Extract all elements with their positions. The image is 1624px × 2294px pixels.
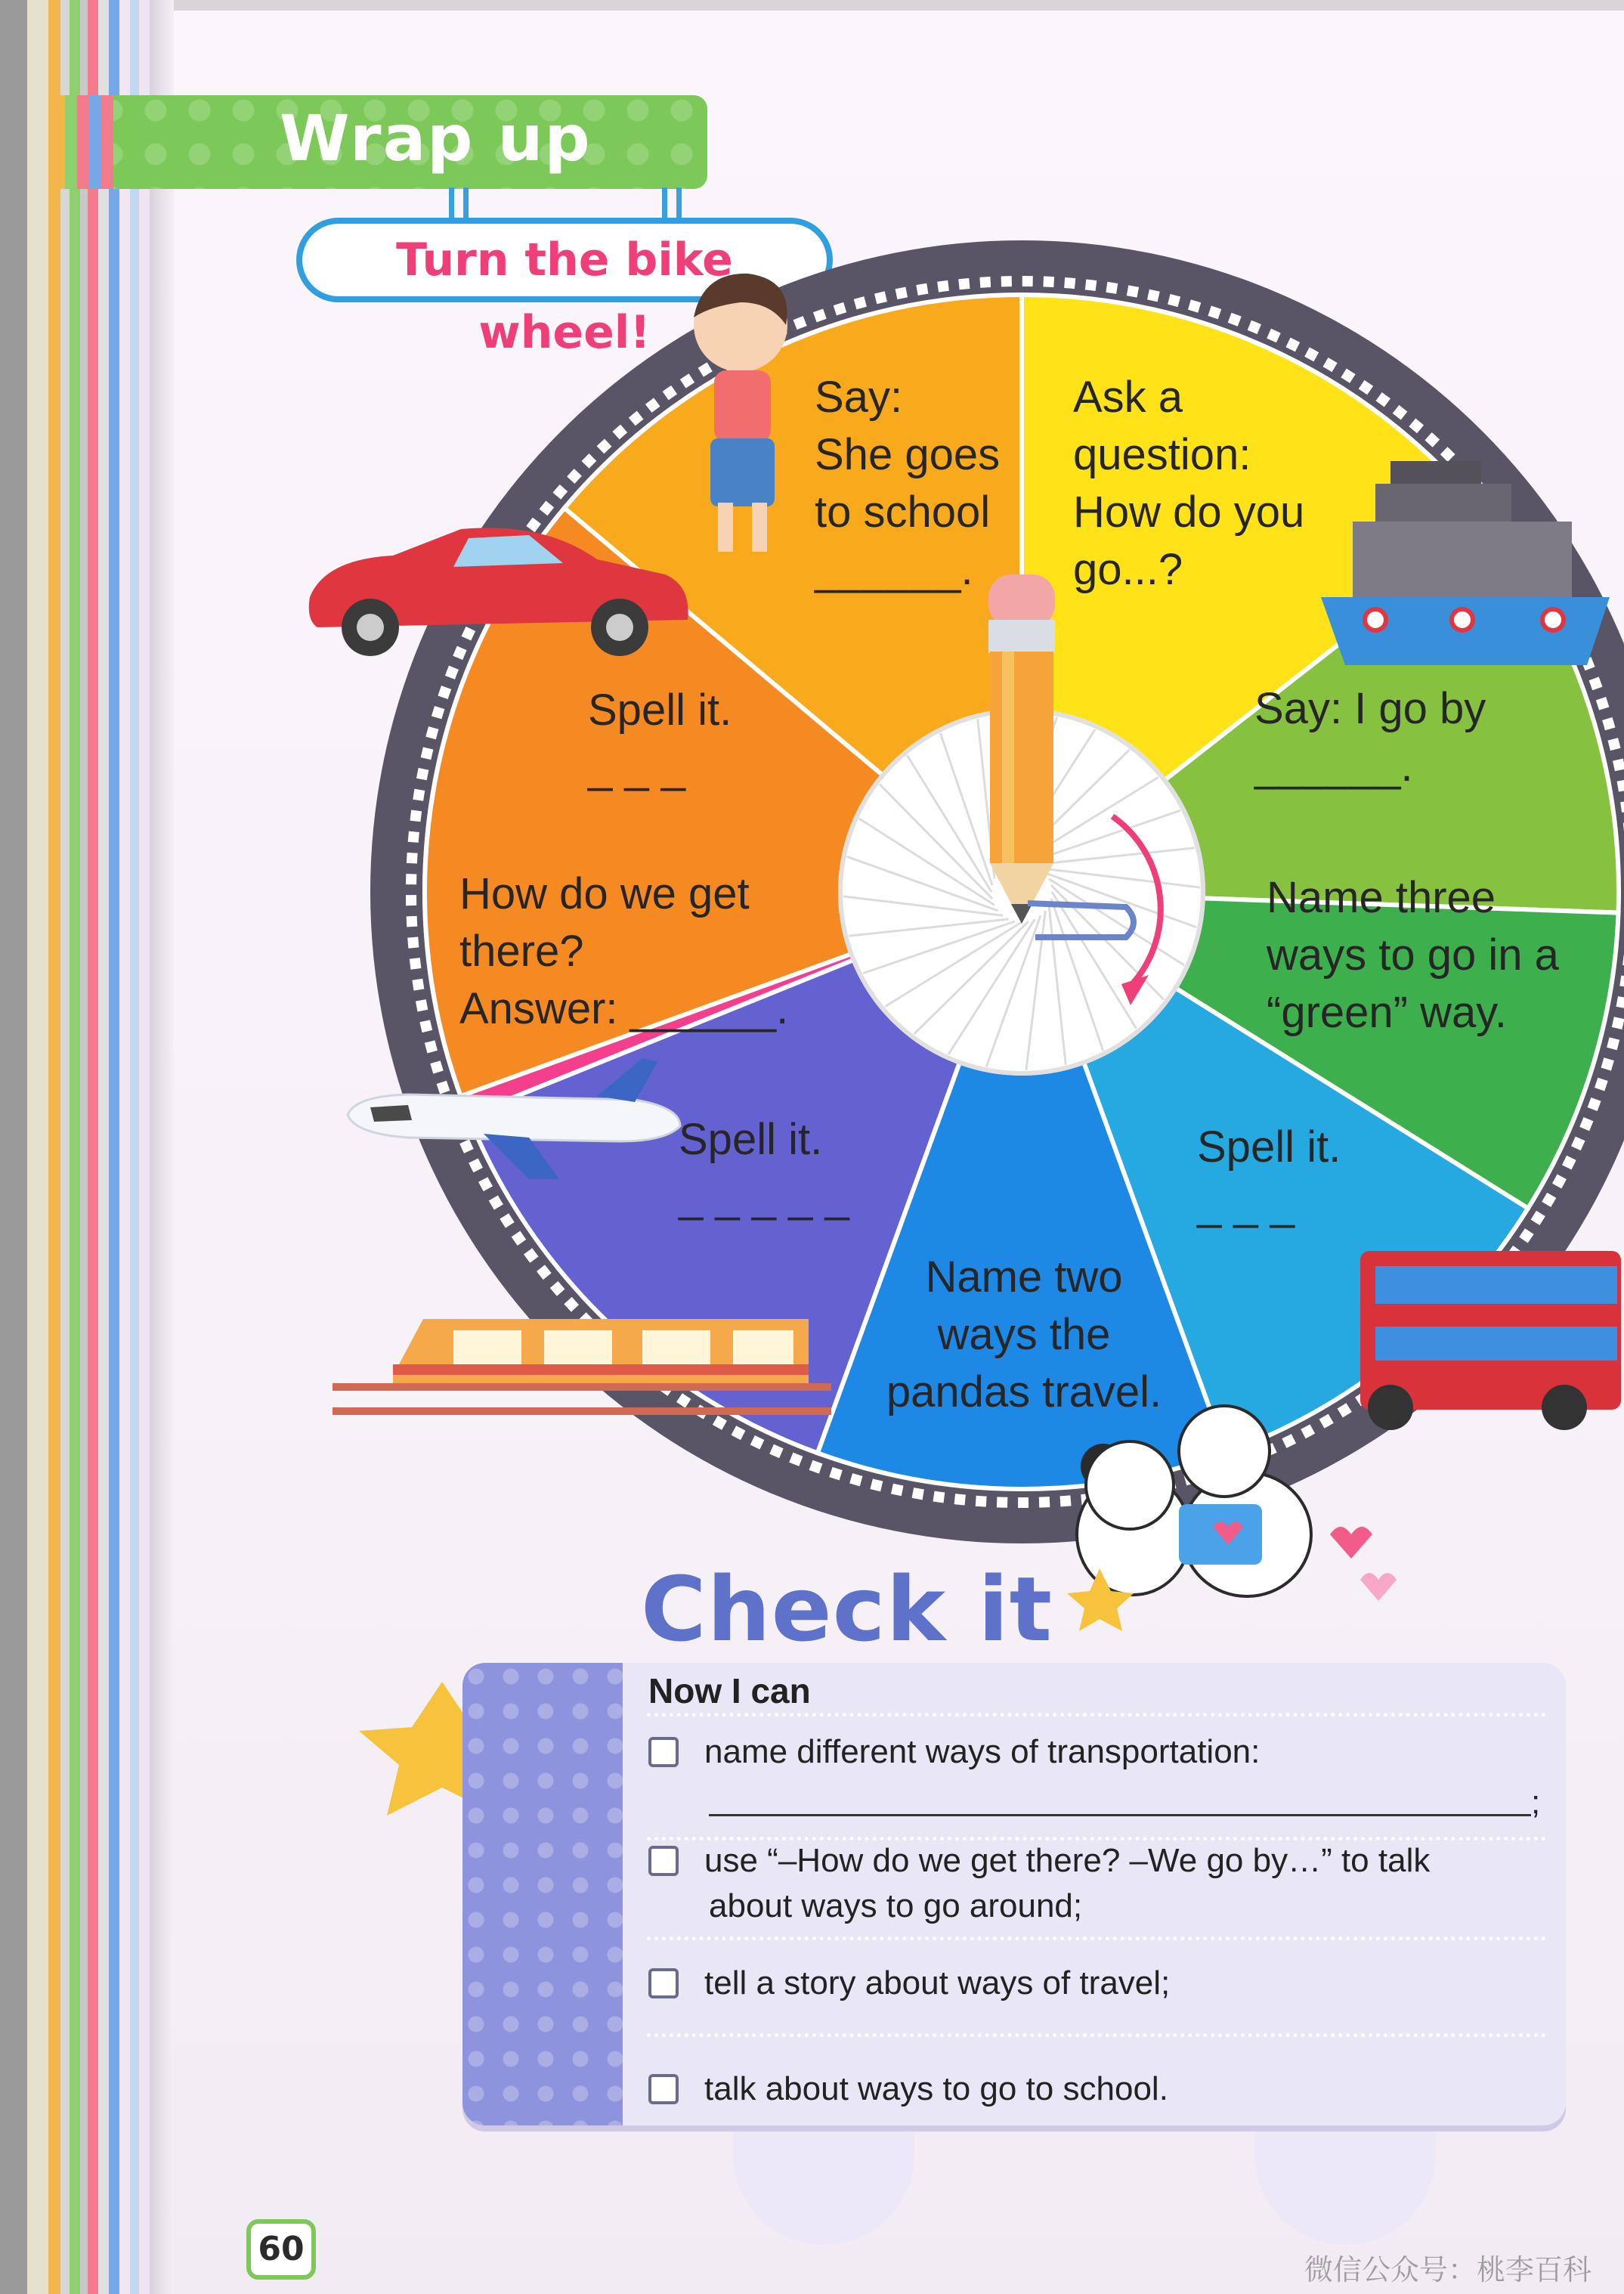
- segment-line: there?: [459, 927, 584, 976]
- segment-line: Say: I go by: [1254, 684, 1486, 733]
- wrap-up-title: Wrap up: [280, 101, 592, 175]
- watermark-text: 微信公众号：桃李百科: [1304, 2253, 1592, 2286]
- check-item-transportation: name different ways of transportation:: [704, 1733, 1261, 1770]
- dotted-divider: [647, 2033, 1546, 2037]
- bus-icon: [1360, 1251, 1621, 1430]
- segment-line: _ _ _: [1197, 1180, 1295, 1229]
- segment-say-go-by-text: [1254, 680, 1486, 795]
- page-number: 60: [258, 2230, 305, 2268]
- segment-line: ways to go in a: [1267, 930, 1559, 980]
- segment-spell-3a-text: [1197, 1119, 1341, 1234]
- segment-line: Spell it.: [679, 1115, 823, 1164]
- hearts-icon: [1330, 1527, 1397, 1601]
- check-item-use-phrase-2: about ways to go around;: [709, 1887, 1083, 1924]
- segment-line: Spell it.: [1197, 1122, 1341, 1172]
- segment-line: _ _ _: [588, 743, 685, 792]
- now-i-can-heading: Now I can: [648, 1671, 811, 1710]
- segment-spell-3b-text: [588, 682, 732, 797]
- segment-say-school-text: [815, 369, 1000, 599]
- segment-line: pandas travel.: [886, 1367, 1162, 1416]
- check-card-side-panel: [462, 1663, 623, 2125]
- segment-line: ways the: [937, 1310, 1111, 1359]
- segment-line: Spell it.: [588, 686, 732, 735]
- segment-line: question:: [1073, 430, 1251, 479]
- segment-line: Name three: [1267, 873, 1496, 922]
- segment-line: go...?: [1073, 545, 1183, 594]
- segment-line: Answer: ______.: [459, 984, 789, 1033]
- segment-line: _ _ _ _ _: [679, 1172, 849, 1221]
- segment-line: She goes: [815, 430, 1001, 479]
- segment-ask-question-text: [1073, 369, 1304, 599]
- turn-wheel-title: Turn the bike wheel!: [396, 234, 733, 359]
- answer-blank-line[interactable]: [709, 1814, 1531, 1816]
- segment-line: Ask a: [1073, 373, 1183, 422]
- dotted-divider: [647, 1936, 1546, 1940]
- checkbox-tell-story[interactable]: [648, 1968, 679, 1998]
- segment-name-three-text: [1267, 869, 1559, 1042]
- segment-line: ______.: [815, 545, 973, 594]
- segment-line: “green” way.: [1267, 988, 1508, 1037]
- checkbox-transportation[interactable]: [648, 1737, 679, 1767]
- check-item-use-phrase: use “–How do we get there? –We go by…” to talk: [704, 1842, 1431, 1879]
- dotted-divider: [647, 1713, 1546, 1717]
- checkbox-talk-school[interactable]: [648, 2074, 679, 2104]
- segment-line: Say:: [815, 373, 903, 422]
- segment-line: Name two: [925, 1252, 1123, 1302]
- segment-how-get-there-text: [459, 865, 788, 1038]
- segment-line: How do you: [1073, 488, 1305, 537]
- answer-semicolon: ;: [1531, 1784, 1541, 1821]
- segment-line: How do we get: [459, 869, 750, 918]
- checkbox-use-phrase[interactable]: [648, 1846, 679, 1876]
- segment-name-two-text: [869, 1249, 1179, 1421]
- segment-line: ______.: [1254, 741, 1413, 791]
- check-it-title: Check it: [641, 1557, 1053, 1661]
- check-item-tell-story: tell a story about ways of travel;: [704, 1964, 1171, 2001]
- segment-spell-5-text: [679, 1111, 849, 1226]
- segment-line: to school: [815, 488, 991, 537]
- page-number-badge: [246, 2219, 316, 2280]
- check-item-talk-school: talk about ways to go to school.: [704, 2070, 1168, 2107]
